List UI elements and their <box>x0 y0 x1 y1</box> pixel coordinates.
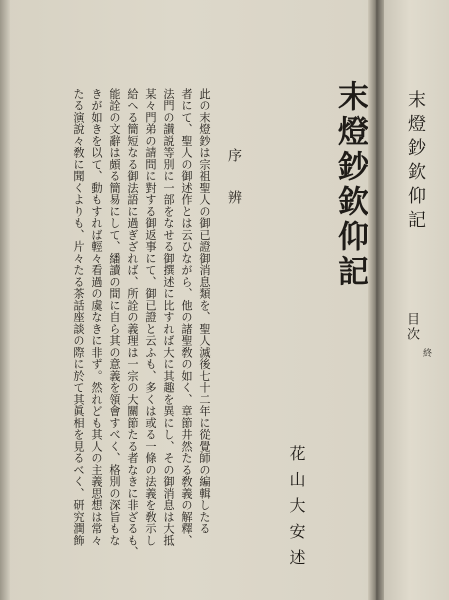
body-column: きが如きを以て、動もすれば輕々看過の虞なきに非ず。然れども其人の主義思想は常々 <box>90 88 103 547</box>
right-page-title: 末燈鈔欽仰記 <box>405 90 426 234</box>
right-page <box>384 0 449 600</box>
author-line: 花山大安述 <box>287 445 306 575</box>
owari-label: 終 <box>421 348 431 358</box>
section-heading: 序辨 <box>226 148 242 232</box>
mokuji-label: 目次 <box>404 312 419 342</box>
body-column: 法門の讃説等別に一部をなせる御撰述に比すれば大に其趣を異にし、その御消息は大抵 <box>162 88 175 547</box>
body-column: 給へる簡短なる御法語に過ぎざれば、所詮の義理は一宗の大關節たる者なきに非ざるも、 <box>126 88 139 558</box>
body-column: 者にて、聖人の御述作とは云ひながら、他の諸聖敎の如く、章節井然たる敎義の解釋、 <box>180 88 193 547</box>
page-title: 末燈鈔欽仰記 <box>332 80 368 290</box>
body-column: 此の末燈鈔は宗祖聖人の御已證御消息類を、聖人滅後七十二年に從覺師の編輯したる <box>198 88 211 535</box>
book-gutter <box>368 0 384 600</box>
body-column: 能詮の文辭は頗る簡易にして、繙讀の間に自ら其の意義を領會すべく、格別の深旨もな <box>108 88 121 547</box>
page-edge <box>0 0 10 600</box>
body-column: たる演說々敎に聞くよりも、片々たる茶話座談の際に於て其眞相を見るべく、研究潤飾 <box>72 88 85 547</box>
body-column: 某々門弟の請問に對する御返事にて、御已證と云ふも、多くは或る一條の法義を敎示し <box>144 88 157 547</box>
